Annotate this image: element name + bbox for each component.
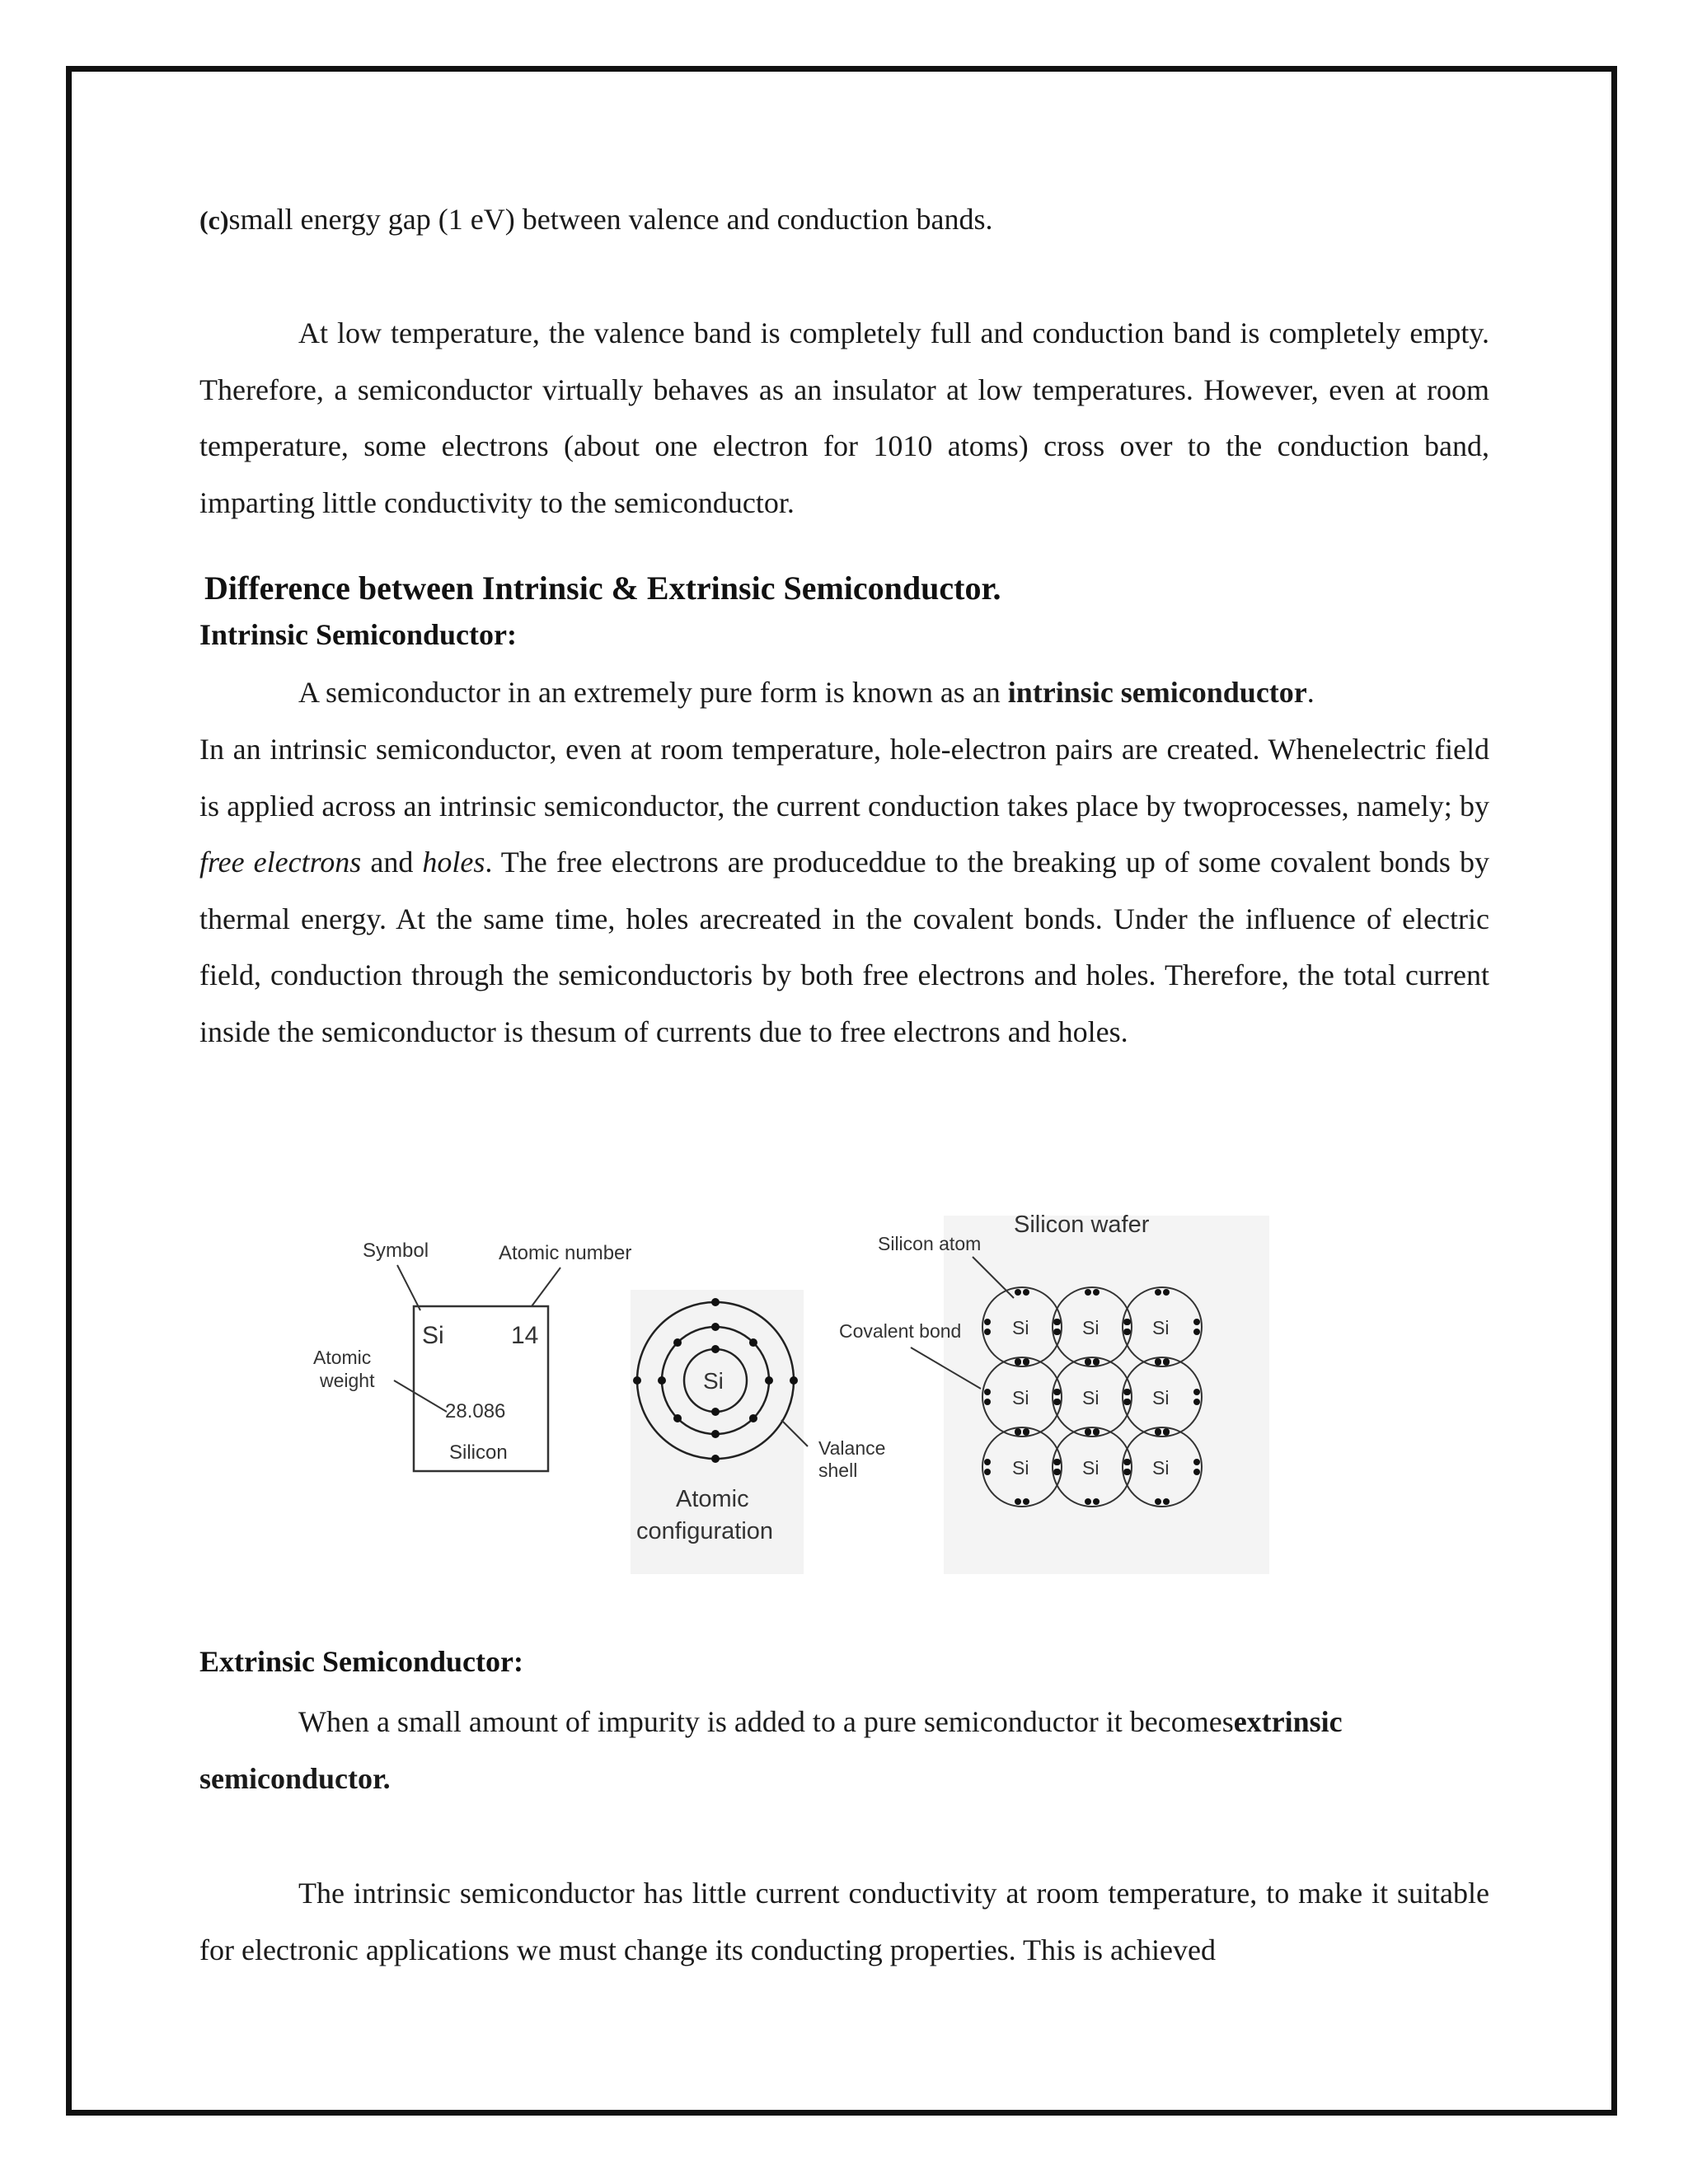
- lattice-electron: [1093, 1498, 1100, 1505]
- atomic-weight-label-2: weight: [320, 1370, 375, 1391]
- valance-label-1: Valance: [818, 1437, 886, 1459]
- lattice-electron: [1085, 1359, 1091, 1366]
- lattice-electron: [1155, 1429, 1161, 1436]
- lattice-electron: [1015, 1289, 1021, 1296]
- lattice-electron: [1023, 1498, 1029, 1505]
- silicon-diagram: [297, 1183, 1269, 1574]
- electron: [673, 1414, 682, 1422]
- electron: [711, 1323, 720, 1331]
- lattice-atom-label: Si: [1012, 1457, 1029, 1479]
- lattice-electron: [1124, 1469, 1131, 1475]
- lattice-electron: [1015, 1429, 1021, 1436]
- valance-label-2: shell: [818, 1460, 858, 1481]
- intrinsic-def-bold: intrinsic semiconductor: [1007, 676, 1307, 709]
- lattice-electron: [1023, 1359, 1029, 1366]
- lattice: [982, 1287, 1202, 1507]
- atomic-number-label: Atomic number: [499, 1242, 632, 1264]
- lattice-electron: [1054, 1469, 1061, 1475]
- heading-difference: Difference between Intrinsic & Extrinsic Semiconductor.: [204, 569, 1001, 607]
- extrinsic-para-2-text: The intrinsic semiconductor has little current conductivity at room temperature, to make it suitable for electronic applications we must change its conducting properties. This is achieved: [199, 1877, 1489, 1966]
- lattice-atom-label: Si: [1082, 1457, 1100, 1479]
- intrinsic-free-electrons: free electrons: [199, 846, 362, 879]
- lattice-electron: [1193, 1389, 1200, 1395]
- lattice-electron: [1193, 1469, 1200, 1475]
- lattice-electron: [1015, 1498, 1021, 1505]
- extrinsic-def-bold-2: semiconductor.: [199, 1761, 391, 1795]
- lattice-atom-label: Si: [1012, 1387, 1029, 1408]
- intrinsic-body-2: and: [361, 846, 423, 879]
- lattice-electron: [1054, 1389, 1061, 1395]
- lattice-atom-label: Si: [1082, 1317, 1100, 1338]
- lattice-electron: [1193, 1329, 1200, 1335]
- config-label-2: configuration: [636, 1518, 774, 1544]
- intrinsic-body-1: In an intrinsic semiconductor, even at room temperature, hole-electron pairs are created. Whenelectric field is applied across an intrinsic semiconductor, the current conduction takes place by twoprocesses, namely; by: [199, 733, 1489, 823]
- lattice-electron: [1193, 1459, 1200, 1465]
- para-low-temperature: [199, 305, 1489, 531]
- lattice-electron: [1193, 1319, 1200, 1325]
- lattice-electron: [1054, 1329, 1061, 1335]
- lattice-electron: [1085, 1289, 1091, 1296]
- wafer-title: Silicon wafer: [1014, 1212, 1150, 1238]
- lattice-atom-label: Si: [1082, 1387, 1100, 1408]
- nucleus-label: Si: [703, 1368, 724, 1394]
- lattice-electron: [1124, 1389, 1131, 1395]
- electron: [765, 1376, 773, 1385]
- electron: [711, 1455, 720, 1463]
- lattice-electron: [1054, 1459, 1061, 1465]
- lattice-electron: [1093, 1429, 1100, 1436]
- element-name: Silicon: [449, 1441, 508, 1464]
- lattice-electron: [984, 1329, 991, 1335]
- lattice-electron: [1193, 1399, 1200, 1405]
- lattice-electron: [1163, 1359, 1170, 1366]
- config-label-1: Atomic: [676, 1486, 749, 1512]
- electron: [711, 1298, 720, 1306]
- lattice-electron: [984, 1459, 991, 1465]
- lattice-atom-label: Si: [1152, 1457, 1170, 1479]
- lattice-atom-label: Si: [1012, 1317, 1029, 1338]
- extrinsic-def-before: When a small amount of impurity is added to a pure semiconductor it becomes: [298, 1705, 1234, 1738]
- lattice-electron: [1124, 1459, 1131, 1465]
- atomic-number: 14: [511, 1322, 539, 1349]
- element-box-panel: [313, 1240, 631, 1471]
- intrinsic-def-after: .: [1306, 676, 1315, 709]
- electron: [673, 1338, 682, 1347]
- intrinsic-body: [199, 721, 1489, 1060]
- electron: [711, 1430, 720, 1438]
- para-c-label: (c): [199, 205, 229, 235]
- lattice-electron: [1155, 1498, 1161, 1505]
- extrinsic-definition: [199, 1694, 1489, 1807]
- intrinsic-def-before: A semiconductor in an extremely pure form is known as an: [298, 676, 1008, 709]
- lattice-electron: [1023, 1289, 1029, 1296]
- silicon-atom-label: Silicon atom: [878, 1233, 982, 1254]
- lattice-electron: [984, 1319, 991, 1325]
- electron: [749, 1338, 757, 1347]
- electron: [790, 1376, 798, 1385]
- lattice-atom-label: Si: [1152, 1387, 1170, 1408]
- heading-intrinsic: Intrinsic Semiconductor:: [199, 618, 517, 651]
- electron: [711, 1345, 720, 1353]
- extrinsic-def-bold-1: extrinsic: [1233, 1705, 1343, 1738]
- para-c-text: small energy gap (1 eV) between valence and conduction bands.: [228, 203, 993, 236]
- symbol-label: Symbol: [363, 1240, 429, 1262]
- lattice-electron: [984, 1389, 991, 1395]
- atomic-weight-label-1: Atomic: [313, 1347, 372, 1368]
- lattice-electron: [984, 1399, 991, 1405]
- lattice-electron: [1015, 1359, 1021, 1366]
- intrinsic-holes: holes: [422, 846, 485, 879]
- atomic-weight: 28.086: [445, 1400, 506, 1422]
- lattice-electron: [1124, 1319, 1131, 1325]
- intrinsic-definition: [199, 664, 1489, 721]
- lattice-electron: [1054, 1319, 1061, 1325]
- extrinsic-para-2: [199, 1865, 1489, 1978]
- para-low-temperature-text: At low temperature, the valence band is completely full and conduction band is completely empty. Therefore, a semiconductor virtually behaves as an insulator at low temperatures. However, even at room temperature, some electrons (about one electron for 1010 atoms) cross over to the conduction band, imparting little conductivity to the semiconductor.: [199, 316, 1489, 519]
- electron: [749, 1414, 757, 1422]
- para-c: [199, 199, 1489, 240]
- lattice-electron: [1155, 1359, 1161, 1366]
- lattice-electron: [1163, 1498, 1170, 1505]
- silicon-wafer-panel: [839, 1212, 1269, 1574]
- lattice-electron: [1085, 1498, 1091, 1505]
- lattice-electron: [1093, 1289, 1100, 1296]
- lattice-electron: [1124, 1329, 1131, 1335]
- lattice-electron: [1163, 1429, 1170, 1436]
- lattice-electron: [1093, 1359, 1100, 1366]
- intrinsic-body-3: . The free electrons are produceddue to the breaking up of some covalent bonds by thermal energy. At the same time, holes arecreated in the covalent bonds. Under the influence of electric field, conduction through the semiconductoris by both free electrons and holes. Therefore, the total current inside the semiconductor is thesum of currents due to free electrons and holes.: [199, 846, 1489, 1048]
- covalent-bond-label: Covalent bond: [839, 1320, 962, 1342]
- lattice-atom-label: Si: [1152, 1317, 1170, 1338]
- electron: [658, 1376, 666, 1385]
- lattice-electron: [984, 1469, 991, 1475]
- lattice-electron: [1023, 1429, 1029, 1436]
- lattice-electron: [1163, 1289, 1170, 1296]
- heading-extrinsic: Extrinsic Semiconductor:: [199, 1645, 523, 1678]
- lattice-electron: [1085, 1429, 1091, 1436]
- element-symbol: Si: [422, 1322, 444, 1349]
- lattice-electron: [1124, 1399, 1131, 1405]
- lattice-electron: [1054, 1399, 1061, 1405]
- wafer-background: [944, 1216, 1269, 1574]
- electron: [711, 1408, 720, 1416]
- lattice-electron: [1155, 1289, 1161, 1296]
- electron: [633, 1376, 641, 1385]
